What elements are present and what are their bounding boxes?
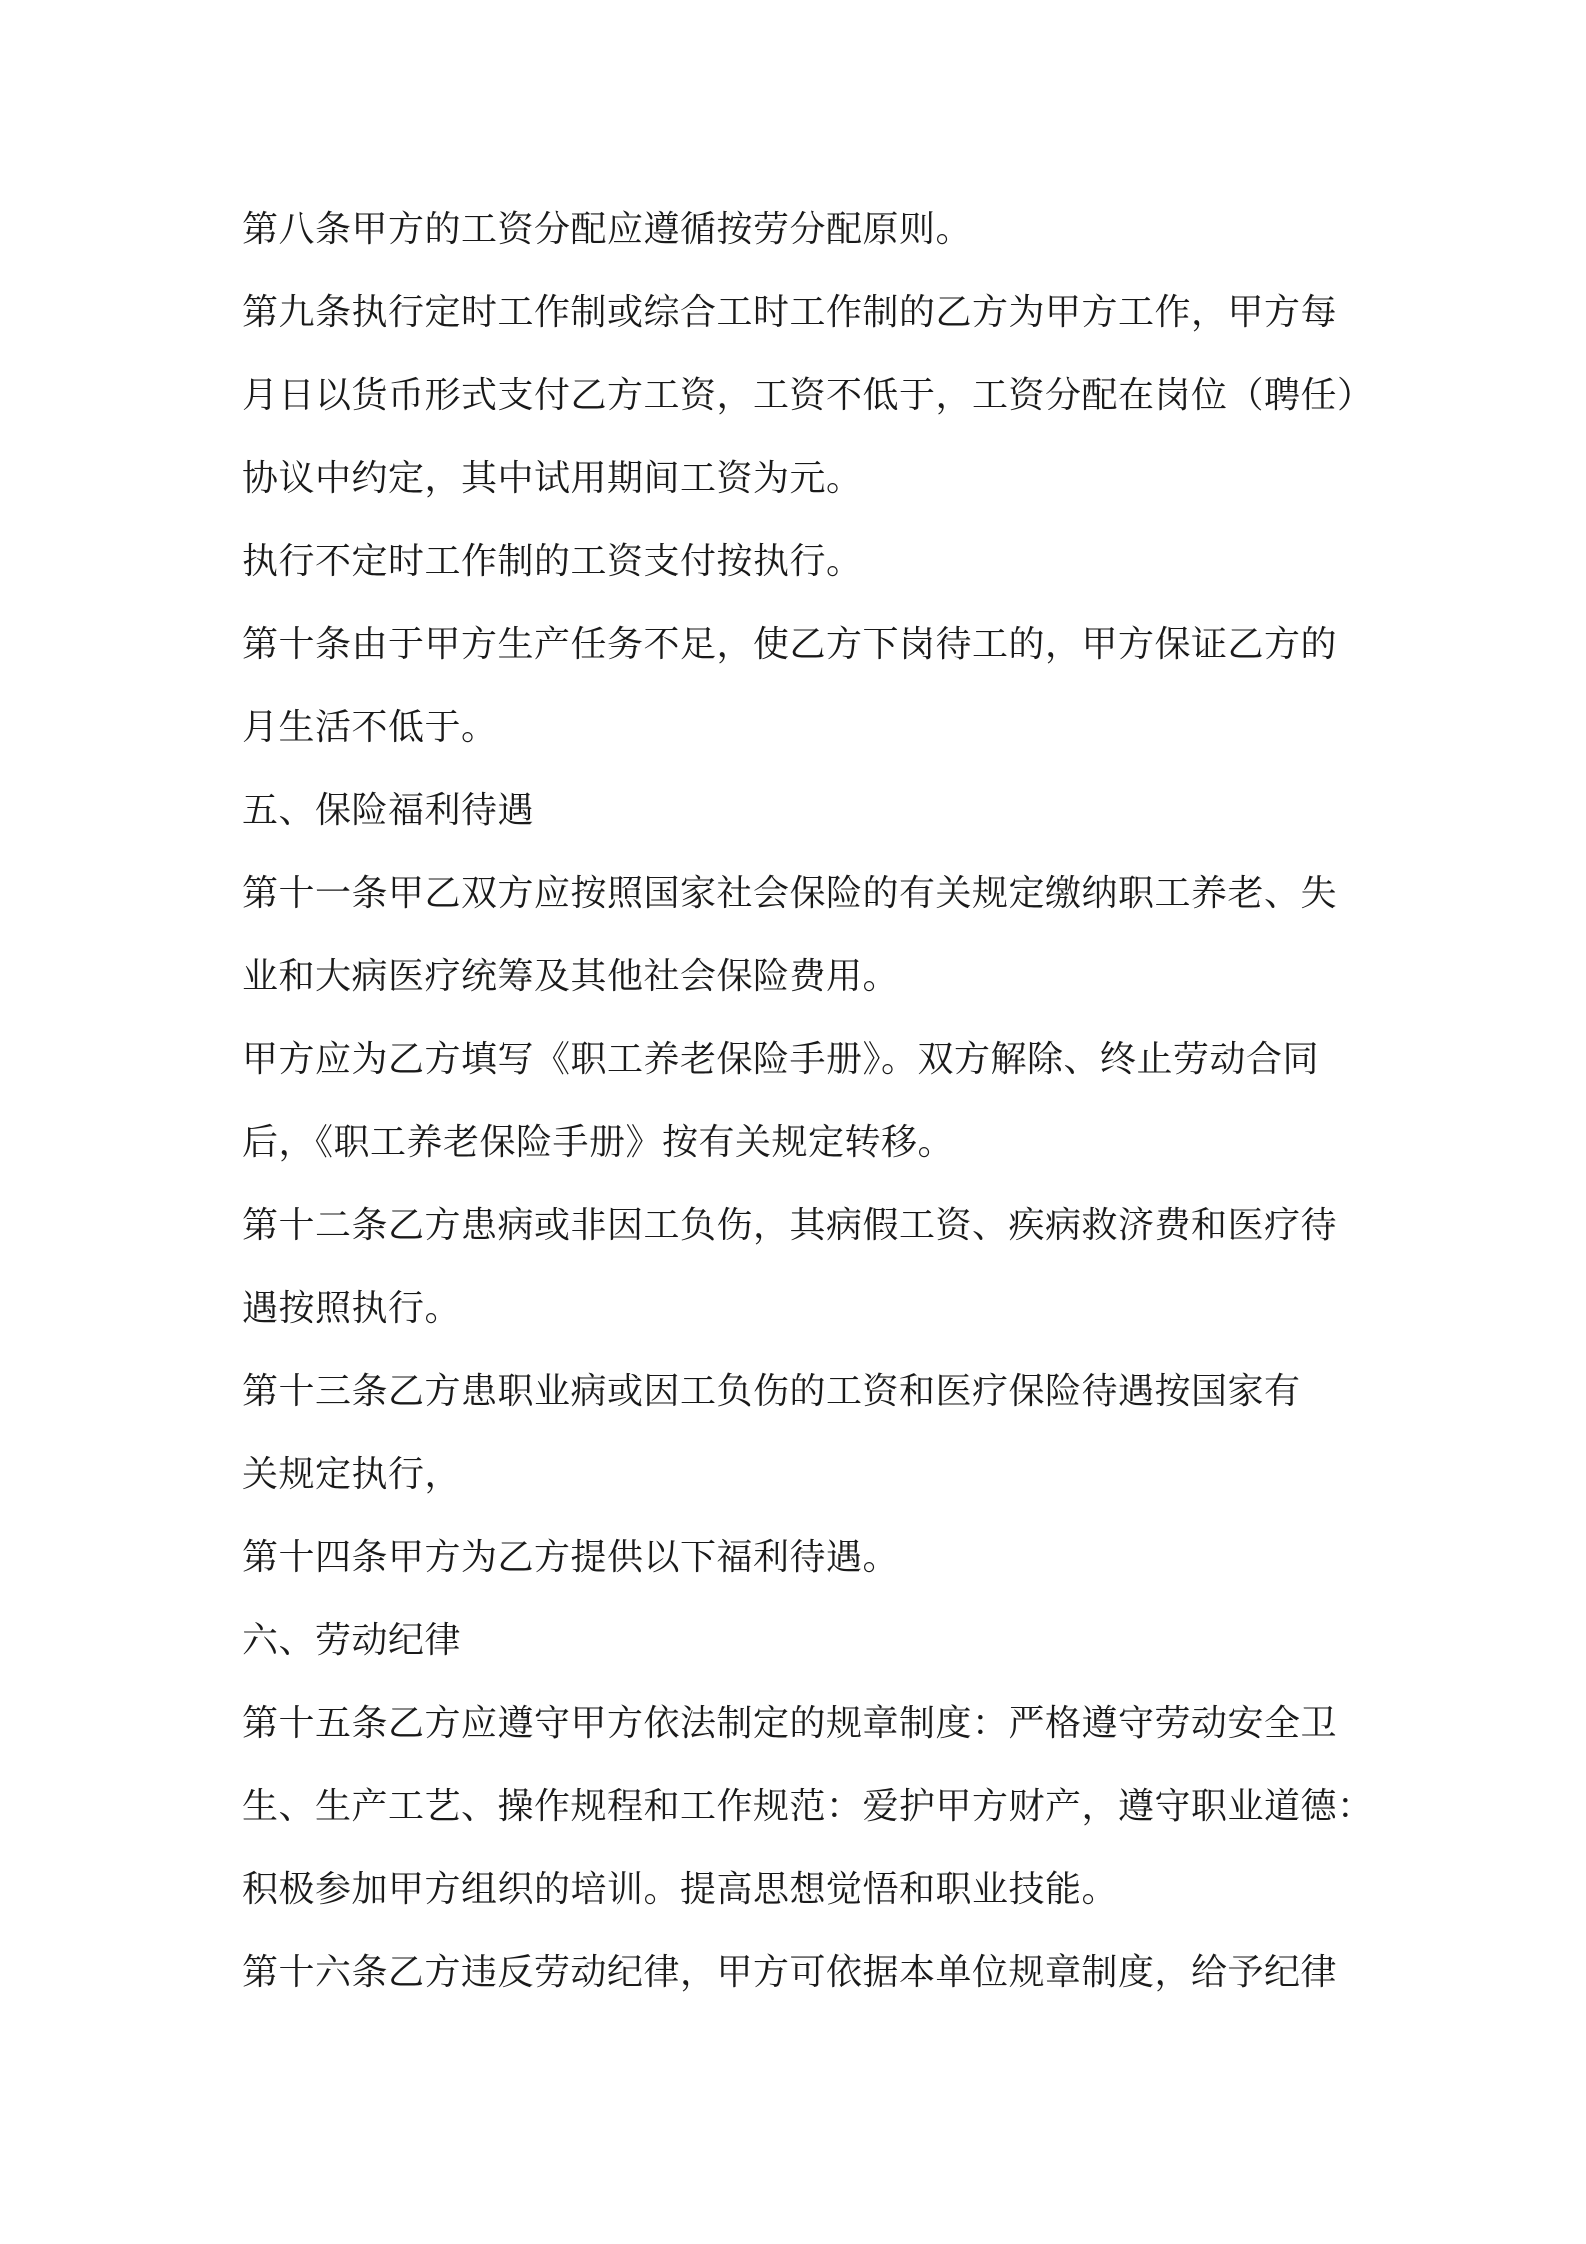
article-15-line-3: 积极参加甲方组织的培训。提高思想觉悟和职业技能。 [242,1869,1119,1910]
article-9-line-1: 第九条执行定时工作制或综合工时工作制的乙方为甲方工作，甲方每 [242,292,1338,333]
article-13-line-2: 关规定执行， [242,1454,462,1495]
article-16-line-1: 第十六条乙方违反劳动纪律，甲方可依据本单位规章制度，给予纪律 [242,1952,1338,1993]
section-6-heading: 六、劳动纪律 [242,1620,462,1661]
article-9-line-2: 月日以货币形式支付乙方工资，工资不低于，工资分配在岗位（聘任） [242,375,1374,416]
section-5-heading: 五、保险福利待遇 [242,790,535,831]
article-8-line: 第八条甲方的工资分配应遵循按劳分配原则。 [242,209,973,250]
article-10-line-1: 第十条由于甲方生产任务不足，使乙方下岗待工的，甲方保证乙方的 [242,624,1338,665]
article-9-paragraph-2: 执行不定时工作制的工资支付按执行。 [242,541,863,582]
article-15-line-2: 生、生产工艺、操作规程和工作规范：爱护甲方财产，遵守职业道德： [242,1786,1374,1827]
article-11-paragraph-2-line-2: 后，《职工养老保险手册》按有关规定转移。 [242,1122,955,1163]
article-11-line-2: 业和大病医疗统筹及其他社会保险费用。 [242,956,900,997]
document-body [242,188,1374,2014]
article-12-line-2: 遇按照执行。 [242,1288,462,1329]
article-15-line-1: 第十五条乙方应遵守甲方依法制定的规章制度：严格遵守劳动安全卫 [242,1703,1338,1744]
article-11-line-1: 第十一条甲乙双方应按照国家社会保险的有关规定缴纳职工养老、失 [242,873,1338,914]
article-13-line-1: 第十三条乙方患职业病或因工负伤的工资和医疗保险待遇按国家有 [242,1371,1301,1412]
article-10-line-2: 月生活不低于。 [242,707,498,748]
article-9-line-3: 协议中约定，其中试用期间工资为元。 [242,458,863,499]
article-14-line: 第十四条甲方为乙方提供以下福利待遇。 [242,1537,900,1578]
article-12-line-1: 第十二条乙方患病或非因工负伤，其病假工资、疾病救济费和医疗待 [242,1205,1338,1246]
article-11-paragraph-2-line-1: 甲方应为乙方填写《职工养老保险手册》。双方解除、终止劳动合同 [242,1039,1320,1080]
